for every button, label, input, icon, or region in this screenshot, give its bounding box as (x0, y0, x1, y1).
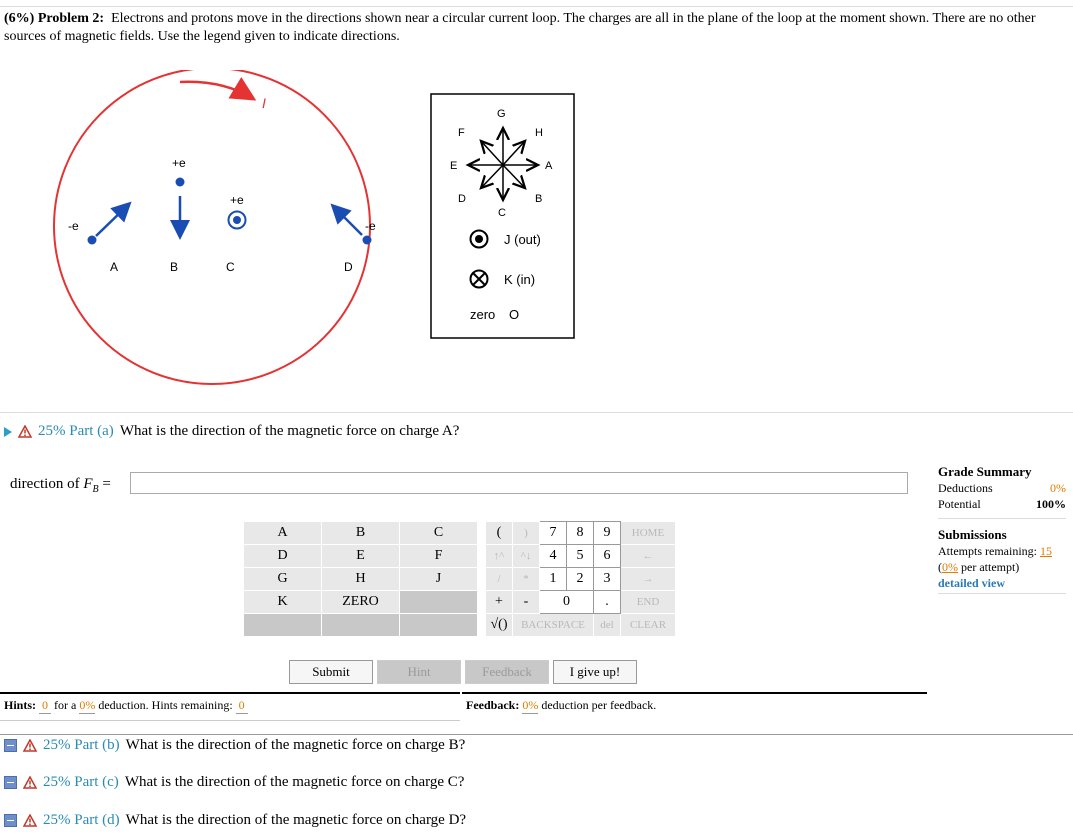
letter-keypad (243, 521, 478, 637)
problem-text: Electrons and protons move in the directions shown near a circular current loop. The charges are all in the plane of the loop at the moment shown. There are no other sources of magnetic fields. Use the legend given to indicate directions. (4, 11, 1036, 44)
key-4[interactable]: 4 (540, 545, 567, 568)
part-b-question: What is the direction of the magnetic force on charge B? (125, 737, 466, 753)
warning-icon (18, 425, 32, 438)
current-loop (54, 70, 370, 384)
key-superscript[interactable]: ↑^ (486, 545, 513, 568)
key-del[interactable]: del (594, 614, 621, 637)
key-a[interactable]: A (244, 522, 322, 545)
key-c[interactable]: C (400, 522, 478, 545)
key-b[interactable]: B (322, 522, 400, 545)
part-b-weight: 25% Part (b) (43, 737, 120, 753)
key-backspace[interactable]: BACKSPACE (513, 614, 594, 637)
warning-icon (23, 776, 37, 789)
key-right-arrow[interactable]: → (621, 568, 676, 591)
submit-button[interactable]: Submit (289, 660, 373, 684)
key-j[interactable]: J (400, 568, 478, 591)
key-d[interactable]: D (244, 545, 322, 568)
math-keypad (485, 521, 676, 637)
charge-a-sign: -e (68, 219, 79, 233)
part-c-question: What is the direction of the magnetic force on charge C? (124, 774, 465, 790)
collapse-icon[interactable] (4, 814, 17, 827)
key-1[interactable]: 1 (540, 568, 567, 591)
key-left-arrow[interactable]: ← (621, 545, 676, 568)
key-0[interactable]: 0 (540, 591, 594, 614)
key-e[interactable]: E (322, 545, 400, 568)
dir-c: C (498, 207, 506, 219)
key-5[interactable]: 5 (567, 545, 594, 568)
key-blank (322, 614, 400, 637)
key-decimal[interactable]: . (594, 591, 621, 614)
charge-d-velocity (334, 207, 362, 235)
key-k[interactable]: K (244, 591, 322, 614)
hints-pct: 0% (79, 698, 96, 712)
charge-d (363, 236, 372, 245)
key-6[interactable]: 6 (594, 545, 621, 568)
collapse-icon[interactable] (4, 739, 17, 752)
per-attempt-label: per attempt) (961, 560, 1020, 574)
attempts-label: Attempts remaining: (938, 544, 1037, 558)
warning-icon (23, 814, 37, 827)
key-3[interactable]: 3 (594, 568, 621, 591)
key-8[interactable]: 8 (567, 522, 594, 545)
collapse-icon[interactable] (4, 776, 17, 789)
charge-a (88, 236, 97, 245)
key-blank (244, 614, 322, 637)
hints-bar (0, 692, 460, 714)
expand-arrow-icon[interactable] (4, 427, 12, 437)
attempts-value: 15 (1039, 544, 1052, 558)
key-blank (400, 614, 478, 637)
key-home[interactable]: HOME (621, 522, 676, 545)
dir-f: F (458, 127, 465, 139)
deductions-value: 0% (1050, 481, 1066, 495)
divider (0, 720, 460, 721)
charge-c-sign: +e (230, 193, 244, 207)
dir-h: H (535, 127, 543, 139)
key-divide[interactable]: / (486, 568, 513, 591)
hints-label: Hints: (4, 698, 37, 712)
divider (0, 734, 1073, 735)
feedback-button[interactable]: Feedback (465, 660, 549, 684)
feedback-pct: 0% (522, 698, 539, 712)
current-label: I (262, 95, 266, 111)
key-g[interactable]: G (244, 568, 322, 591)
charge-b-label: B (170, 260, 179, 274)
legend-in-label: K (in) (504, 272, 536, 287)
potential-value: 100% (1036, 497, 1066, 511)
grade-summary-title: Grade Summary (938, 464, 1032, 479)
dir-b: B (535, 193, 543, 205)
part-a-row[interactable] (4, 423, 459, 440)
part-d-row[interactable] (4, 812, 466, 829)
key-7[interactable]: 7 (540, 522, 567, 545)
current-arrow (180, 82, 252, 98)
problem-weight: (6%) (4, 11, 35, 26)
key-9[interactable]: 9 (594, 522, 621, 545)
charge-d-label: D (344, 260, 353, 274)
problem-statement (4, 10, 1070, 46)
key-sqrt[interactable]: √() (486, 614, 513, 637)
charge-c-label: C (226, 260, 235, 274)
deductions-label: Deductions (938, 481, 993, 495)
dir-a: A (545, 160, 553, 172)
key-h[interactable]: H (322, 568, 400, 591)
feedback-bar (462, 692, 927, 714)
key-subscript[interactable]: ^↓ (513, 545, 540, 568)
charge-b-sign: +e (172, 156, 186, 170)
legend-zero-symbol: O (509, 307, 520, 322)
give-up-button[interactable]: I give up! (553, 660, 637, 684)
feedback-suffix: deduction per feedback. (541, 698, 657, 712)
part-b-row[interactable] (4, 737, 465, 754)
dir-d: D (458, 193, 466, 205)
legend-zero-label: zero (470, 307, 496, 322)
answer-label: direction of $F_B$ = (10, 476, 111, 495)
submissions-title: Submissions (938, 527, 1007, 542)
key-open-paren[interactable]: ( (486, 522, 513, 545)
key-end[interactable]: END (621, 591, 676, 614)
hints-suffix: deduction. Hints remaining: (98, 698, 233, 712)
detailed-view-link[interactable]: detailed view (938, 576, 1005, 590)
part-a-question: What is the direction of the magnetic force on charge A? (119, 423, 460, 439)
charge-b (176, 178, 185, 187)
key-plus[interactable]: + (486, 591, 513, 614)
key-2[interactable]: 2 (567, 568, 594, 591)
feedback-label: Feedback: (466, 698, 520, 712)
key-multiply[interactable]: * (513, 568, 540, 591)
hints-count: 0 (39, 698, 51, 714)
warning-icon (23, 739, 37, 752)
answer-input[interactable] (130, 472, 908, 494)
per-attempt-value: 0% (942, 560, 958, 574)
charge-a-velocity (96, 205, 128, 236)
part-c-row[interactable] (4, 774, 464, 791)
hints-remaining: 0 (236, 698, 248, 714)
key-zero[interactable]: ZERO (322, 591, 400, 614)
grade-summary: Grade Summary Deductions 0% Potential 100% Submissions Attempts remaining: 15 (0% per attempt) detailed view (938, 464, 1066, 594)
key-minus[interactable]: - (513, 591, 540, 614)
part-c-weight: 25% Part (c) (43, 774, 119, 790)
potential-label: Potential (938, 497, 981, 511)
charge-d-sign: -e (365, 219, 376, 233)
key-close-paren[interactable]: ) (513, 522, 540, 545)
figure (0, 70, 600, 415)
dir-e: E (450, 160, 458, 172)
charge-a-label: A (110, 260, 119, 274)
key-f[interactable]: F (400, 545, 478, 568)
key-clear[interactable]: CLEAR (621, 614, 676, 637)
part-d-question: What is the direction of the magnetic force on charge D? (125, 812, 467, 828)
divider (0, 412, 1073, 413)
problem-title: Problem 2: (37, 11, 105, 26)
dir-g: G (497, 108, 506, 120)
hints-mid: for a (54, 698, 77, 712)
key-blank (400, 591, 478, 614)
part-a-weight: 25% Part (a) (38, 423, 114, 439)
divider (0, 6, 1073, 7)
legend-out-label: J (out) (504, 232, 541, 247)
part-d-weight: 25% Part (d) (43, 812, 120, 828)
hint-button[interactable]: Hint (377, 660, 461, 684)
